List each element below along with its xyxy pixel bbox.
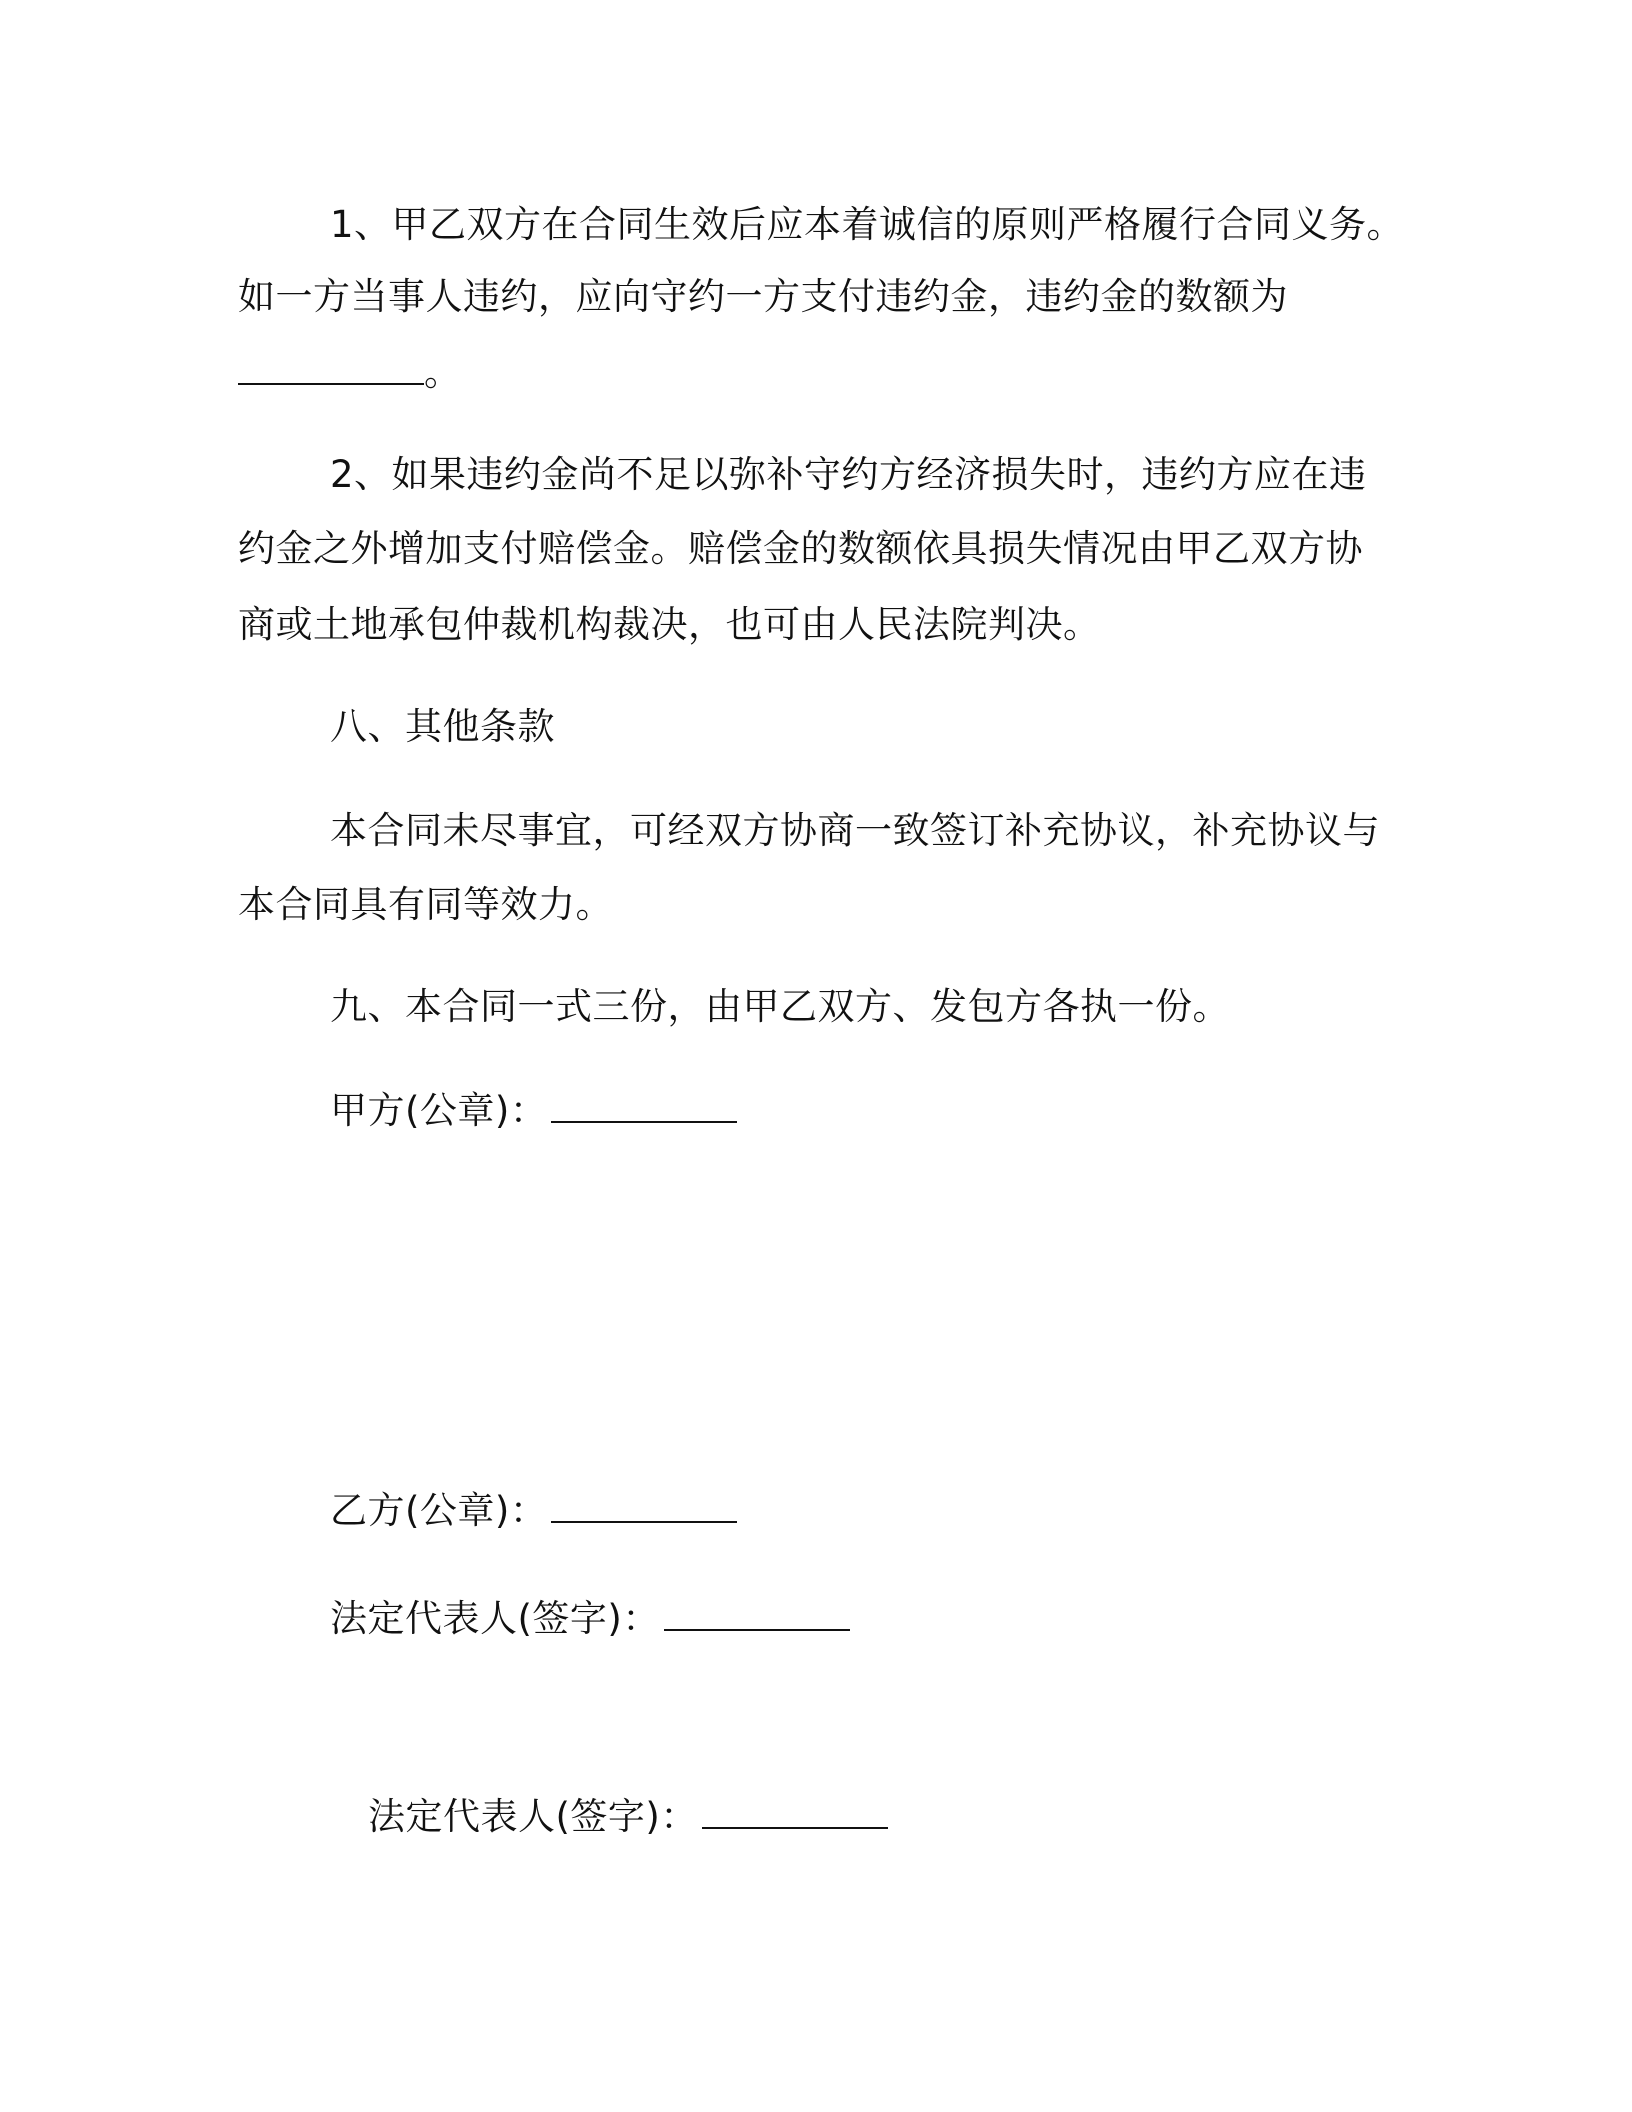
penalty-amount-blank[interactable] [238, 349, 424, 385]
clause-7-1-line-3 [238, 348, 462, 398]
legal-rep-2-signature-blank[interactable] [702, 1793, 888, 1829]
legal-rep-1-signature-row [330, 1594, 850, 1644]
legal-rep-1-label: 法定代表人(签字)： [330, 1597, 660, 1640]
section-8-line-1: 本合同未尽事宜，可经双方协商一致签订补充协议，补充协议与 [330, 809, 1380, 852]
clause-7-1-period: 。 [424, 351, 462, 394]
clause-7-1-line-2: 如一方当事人违约，应向守约一方支付违约金，违约金的数额为 [238, 275, 1288, 318]
party-a-label: 甲方(公章)： [330, 1089, 548, 1132]
clause-7-1-line-1: 1、甲乙双方在合同生效后应本着诚信的原则严格履行合同义务。 [330, 203, 1405, 246]
clause-7-2-line-1: 2、如果违约金尚不足以弥补守约方经济损失时，违约方应在违 [330, 453, 1367, 496]
party-b-label: 乙方(公章)： [330, 1489, 548, 1532]
legal-rep-1-signature-blank[interactable] [664, 1595, 850, 1631]
party-b-seal-blank[interactable] [551, 1487, 737, 1523]
party-b-signature-row [330, 1486, 737, 1536]
legal-rep-2-label: 法定代表人(签字)： [368, 1795, 698, 1838]
section-9-text: 九、本合同一式三份，由甲乙双方、发包方各执一份。 [330, 985, 1230, 1028]
party-a-seal-blank[interactable] [551, 1087, 737, 1123]
clause-7-2-line-3: 商或土地承包仲裁机构裁决，也可由人民法院判决。 [238, 603, 1101, 646]
section-8-heading: 八、其他条款 [330, 705, 555, 748]
legal-rep-2-signature-row [368, 1792, 888, 1842]
section-8-line-2: 本合同具有同等效力。 [238, 883, 613, 926]
party-a-signature-row [330, 1086, 737, 1136]
clause-7-2-line-2: 约金之外增加支付赔偿金。赔偿金的数额依具损失情况由甲乙双方协 [238, 527, 1363, 570]
